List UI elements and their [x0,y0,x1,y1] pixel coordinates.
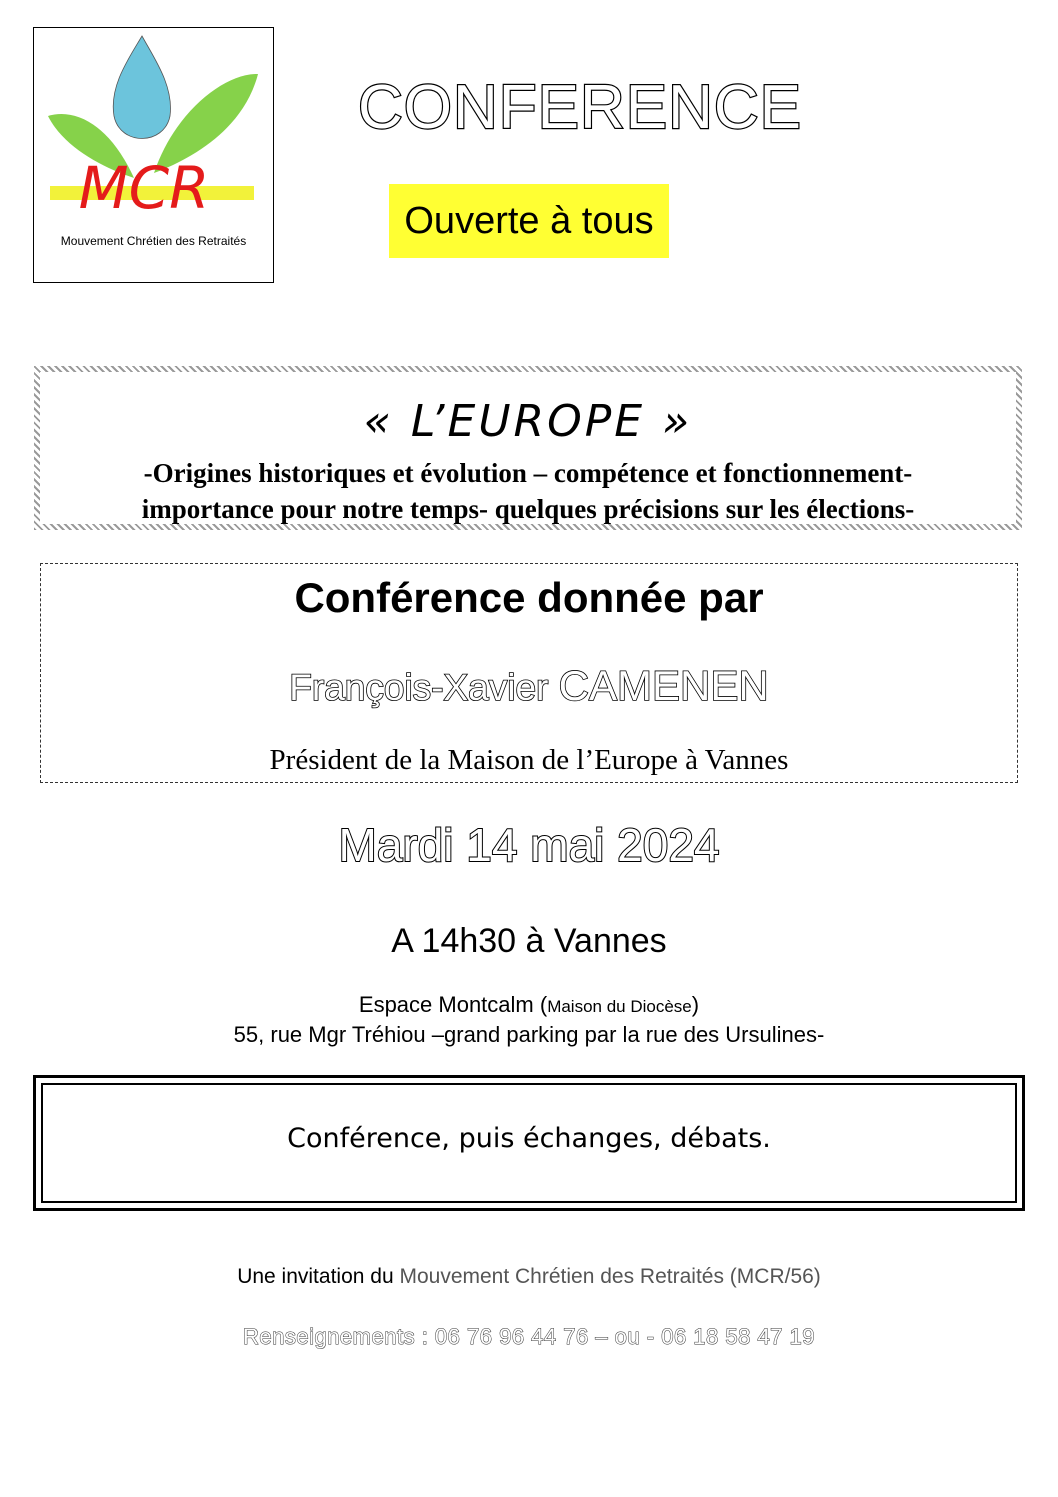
program-text: Conférence, puis échanges, débats. [287,1122,771,1154]
water-drop-icon [113,36,170,139]
event-time-place: A 14h30 à Vannes [391,922,667,960]
invitation-organization: Mouvement Chrétien des Retraités (MCR/56) [399,1265,821,1288]
speaker-heading: Conférence donnée par [294,574,764,621]
topic-title: « L’EUROPE » [363,396,693,447]
mcr-logo-graphic [34,28,272,228]
program-box [33,1075,1025,1211]
topic-box [34,366,1022,530]
speaker-family-name: CAMENEN [558,662,769,709]
speaker-box [40,563,1018,783]
invitation-line [0,1265,1058,1289]
venue-close: ) [691,992,700,1017]
topic-subtitle-line-1: -Origines historiques et évolution – compétence et fonctionnement- [143,458,913,488]
speaker-given-name: François-Xavier [289,667,559,708]
venue-name: Espace Montcalm ( [358,992,548,1017]
contact-info: Renseignements : 06 76 96 44 76 – ou - 06 18 58 47 19 [242,1324,816,1349]
logo-caption: Mouvement Chrétien des Retraités [60,234,247,248]
speaker-name [41,662,1017,710]
page-title: CONFERENCE [357,73,803,142]
speaker-role: Président de la Maison de l’Europe à Vannes [269,744,789,776]
topic-subtitle-line-2: importance pour notre temps- quelques précisions sur les élections- [141,494,915,524]
program-inner-frame [41,1083,1017,1203]
logo-letters: MCR [78,154,210,222]
event-address: 55, rue Mgr Tréhiou –grand parking par la rue des Ursulines- [233,1022,825,1047]
event-venue [0,992,1058,1018]
event-date: Mardi 14 mai 2024 [338,819,720,871]
invitation-prefix: Une invitation du [237,1265,400,1288]
open-to-all-badge: Ouverte à tous [389,184,669,258]
mcr-logo [33,27,274,283]
venue-detail: Maison du Diocèse [547,997,692,1016]
